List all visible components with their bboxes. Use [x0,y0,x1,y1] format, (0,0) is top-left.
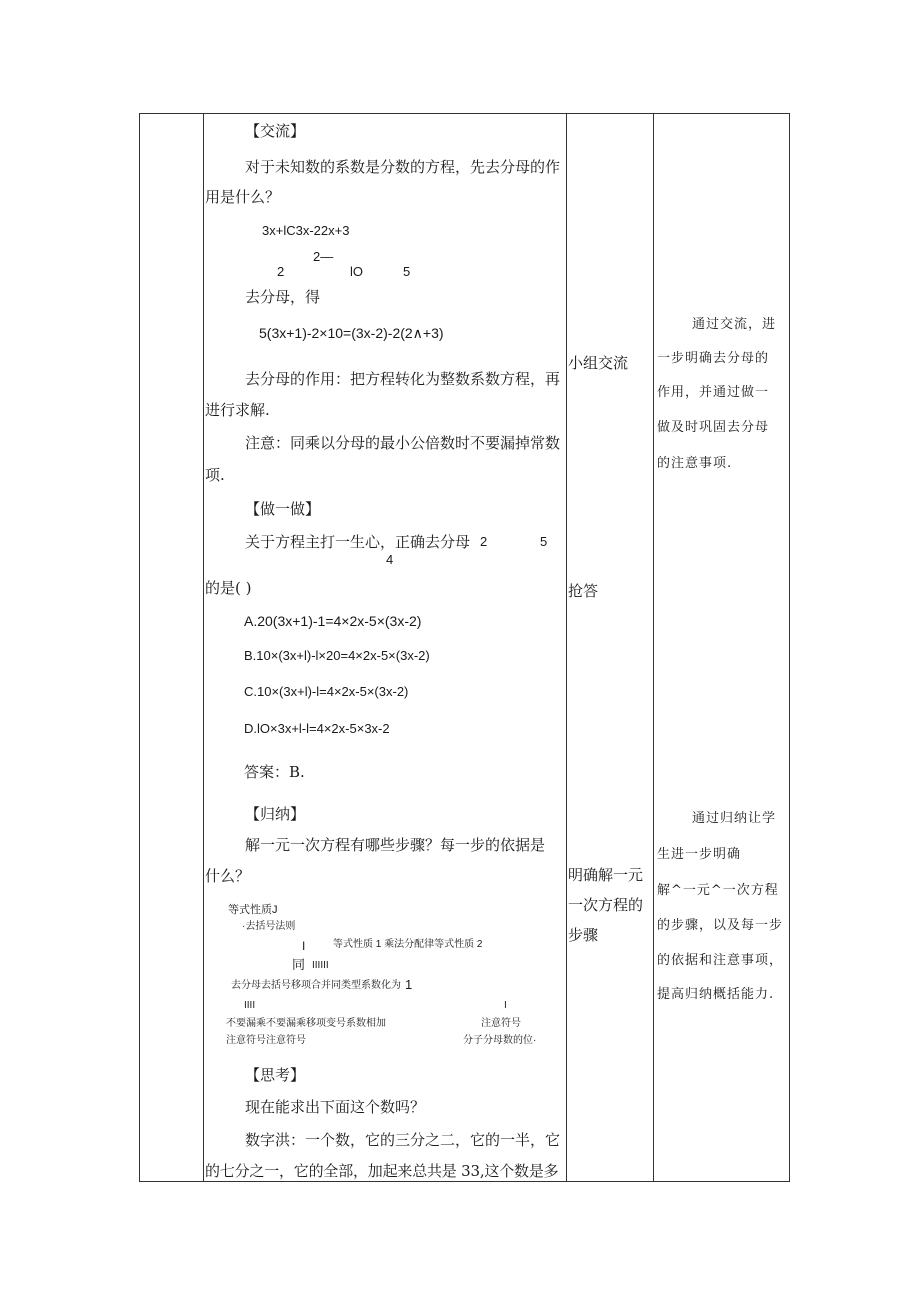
diagram-connector: I [302,939,306,953]
think-heading: 【思考】 [245,1066,306,1084]
design-note-2: 生进一步明确 [657,847,742,862]
summary-question: 什么？ [205,867,251,885]
design-note-1: 作用，并通过做一 [657,385,770,400]
table-top-border [139,113,790,114]
design-note-2: 解^一元^一次方程 [657,883,779,898]
design-note-2: 通过归纳让学 [692,811,777,826]
try-heading: 【做一做】 [245,500,321,518]
diagram-connector: IIIIII [312,960,329,971]
try-question-end: 的是( ) [205,579,252,597]
table-bottom-border [139,1181,790,1182]
think-problem: 数字洪：一个数，它的三分之二，它的一半，它 [245,1131,561,1149]
diagram-basis-label: 等式性质J [228,904,278,916]
design-note-2: 的步骤，以及每一步 [657,918,784,933]
try-fraction-number: 4 [386,552,394,567]
question-line: 用是什么？ [205,188,281,206]
remove-denominator-text: 去分母，得 [245,288,321,306]
diagram-basis-label: ·去括号法则 [242,921,296,932]
diagram-connector: IIII [244,1000,256,1011]
option-d: D.lO×3x+l-l=4×2x-5×3x-2 [244,721,390,736]
design-note-1: 的注意事项. [657,456,733,471]
diagram-connector: I [504,1000,507,1011]
diagram-caution: 注意符号注意符号 [226,1035,306,1046]
table-right-border [789,113,790,1182]
question-line: 对于未知数的系数是分数的方程，先去分母的作 [245,158,561,176]
design-note-2: 的依据和注意事项， [657,953,784,968]
equation-result: 5(3x+1)-2×10=(3x-2)-2(2∧+3) [259,325,444,341]
purpose-line: 去分母的作用：把方程转化为整数系数方程，再 [245,370,561,388]
think-question: 现在能求出下面这个数吗？ [245,1098,426,1116]
exchange-heading: 【交流】 [245,122,306,140]
column-divider-1 [203,113,204,1182]
caution-line: 项. [205,466,225,484]
equation-denominator: 5 [403,264,411,279]
diagram-connector: 同 [292,957,306,972]
diagram-steps: 1 [405,977,413,992]
equation-denominator: 2 [277,264,285,279]
option-a: A.20(3x+1)-1=4×2x-5×(3x-2) [244,613,422,629]
equation-denominator: lO [350,264,363,279]
column-divider-3 [653,113,654,1182]
activity-quick-answer: 抢答 [568,582,599,600]
diagram-steps: 去分母去括号移项合并同类型系数化为 [231,980,401,991]
summary-heading: 【归纳】 [245,805,306,823]
activity-steps: 明确解一元 [568,866,644,884]
table-left-border [139,113,140,1182]
summary-question: 解一元一次方程有哪些步骤？每一步的依据是 [245,836,546,854]
option-c: C.10×(3x+l)-l=4×2x-5×(3x-2) [244,684,409,699]
diagram-basis-label: 等式性质 1 乘法分配律等式性质 2 [333,939,483,950]
try-question: 关于方程主打一生心，正确去分母 [245,533,471,551]
activity-steps: 一次方程的 [568,896,644,914]
column-divider-2 [566,113,567,1182]
answer-text: 答案：B. [244,763,305,781]
option-b: B.10×(3x+l)-l×20=4×2x-5×(3x-2) [244,648,430,663]
diagram-caution: 注意符号 [481,1018,521,1029]
try-fraction-number: 2 [480,534,488,549]
design-note-2: 提高归纳概括能力. [657,987,775,1002]
caution-line: 注意：同乘以分母的最小公倍数时不要漏掉常数 [245,434,561,452]
diagram-caution: 分子分母数的位· [463,1035,537,1046]
design-note-1: 做及时巩固去分母 [657,420,770,435]
design-note-1: 一步明确去分母的 [657,351,770,366]
equation-fraction-bar: 2— [313,249,334,264]
try-fraction-number: 5 [540,534,548,549]
diagram-caution: 不要漏乘不要漏乘移项变号系数相加 [226,1018,386,1029]
purpose-line: 进行求解. [205,401,270,419]
think-problem: 的七分之一，它的全部，加起来总共是 33,这个数是多 [205,1162,559,1180]
activity-group-discussion: 小组交流 [568,354,629,372]
activity-steps: 步骤 [568,926,599,944]
equation-numerators: 3x+lC3x-22x+3 [262,223,350,238]
design-note-1: 通过交流，进 [692,317,777,332]
